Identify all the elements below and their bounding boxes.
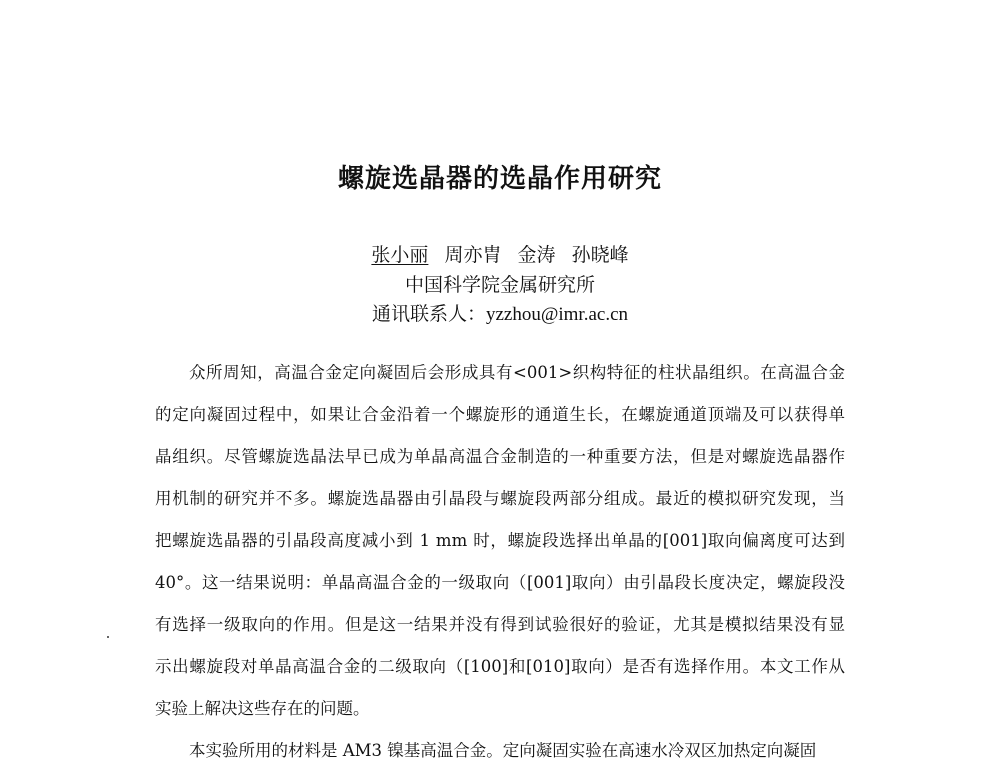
- author-list: [0, 240, 1000, 267]
- body-line: 实验上解决这些存在的问题。: [155, 699, 370, 718]
- body-line: 的定向凝固过程中，如果让合金沿着一个螺旋形的通道生长，在螺旋通道顶端及可以获得单: [155, 405, 845, 424]
- contact-line: [0, 299, 1000, 326]
- body-line: 本实验所用的材料是 AM3 镍基高温合金。定向凝固实验在高速水冷双区加热定向凝固: [189, 741, 817, 760]
- scan-speck: [107, 636, 109, 638]
- affiliation: 中国科学院金属研究所: [404, 274, 595, 296]
- author-name-4: 孙晓峰: [571, 244, 629, 266]
- author-name-1: 张小丽: [371, 244, 429, 266]
- body-line: 把螺旋选晶器的引晶段高度减小到 1 mm 时，螺旋段选择出单晶的[001]取向偏离度可达到: [155, 531, 845, 550]
- author-name-2: 周亦胄: [444, 244, 502, 266]
- paper-title: 螺旋选晶器的选晶作用研究: [337, 164, 662, 194]
- body-line: 示出螺旋段对单晶高温合金的二级取向（[100]和[010]取向）是否有选择作用。本文工作从: [155, 657, 845, 676]
- author-name-3: 金涛: [517, 244, 556, 266]
- body-line: 用机制的研究并不多。螺旋选晶器由引晶段与螺旋段两部分组成。最近的模拟研究发现，当: [155, 489, 845, 508]
- body-line: 有选择一级取向的作用。但是这一结果并没有得到试验很好的验证，尤其是模拟结果没有显: [155, 615, 845, 634]
- body-line: 40°。这一结果说明：单晶高温合金的一级取向（[001]取向）由引晶段长度决定，螺旋段没: [155, 573, 845, 592]
- contact-email: yzzhou@imr.ac.cn: [486, 304, 628, 325]
- body-line: 晶组织。尽管螺旋选晶法早已成为单晶高温合金制造的一种重要方法，但是对螺旋选晶器作: [155, 447, 845, 466]
- contact-label: 通讯联系人：: [371, 303, 486, 325]
- body-text: [155, 352, 845, 772]
- body-line: 众所周知，高温合金定向凝固后会形成具有<001>织构特征的柱状晶组织。在高温合金: [189, 363, 845, 382]
